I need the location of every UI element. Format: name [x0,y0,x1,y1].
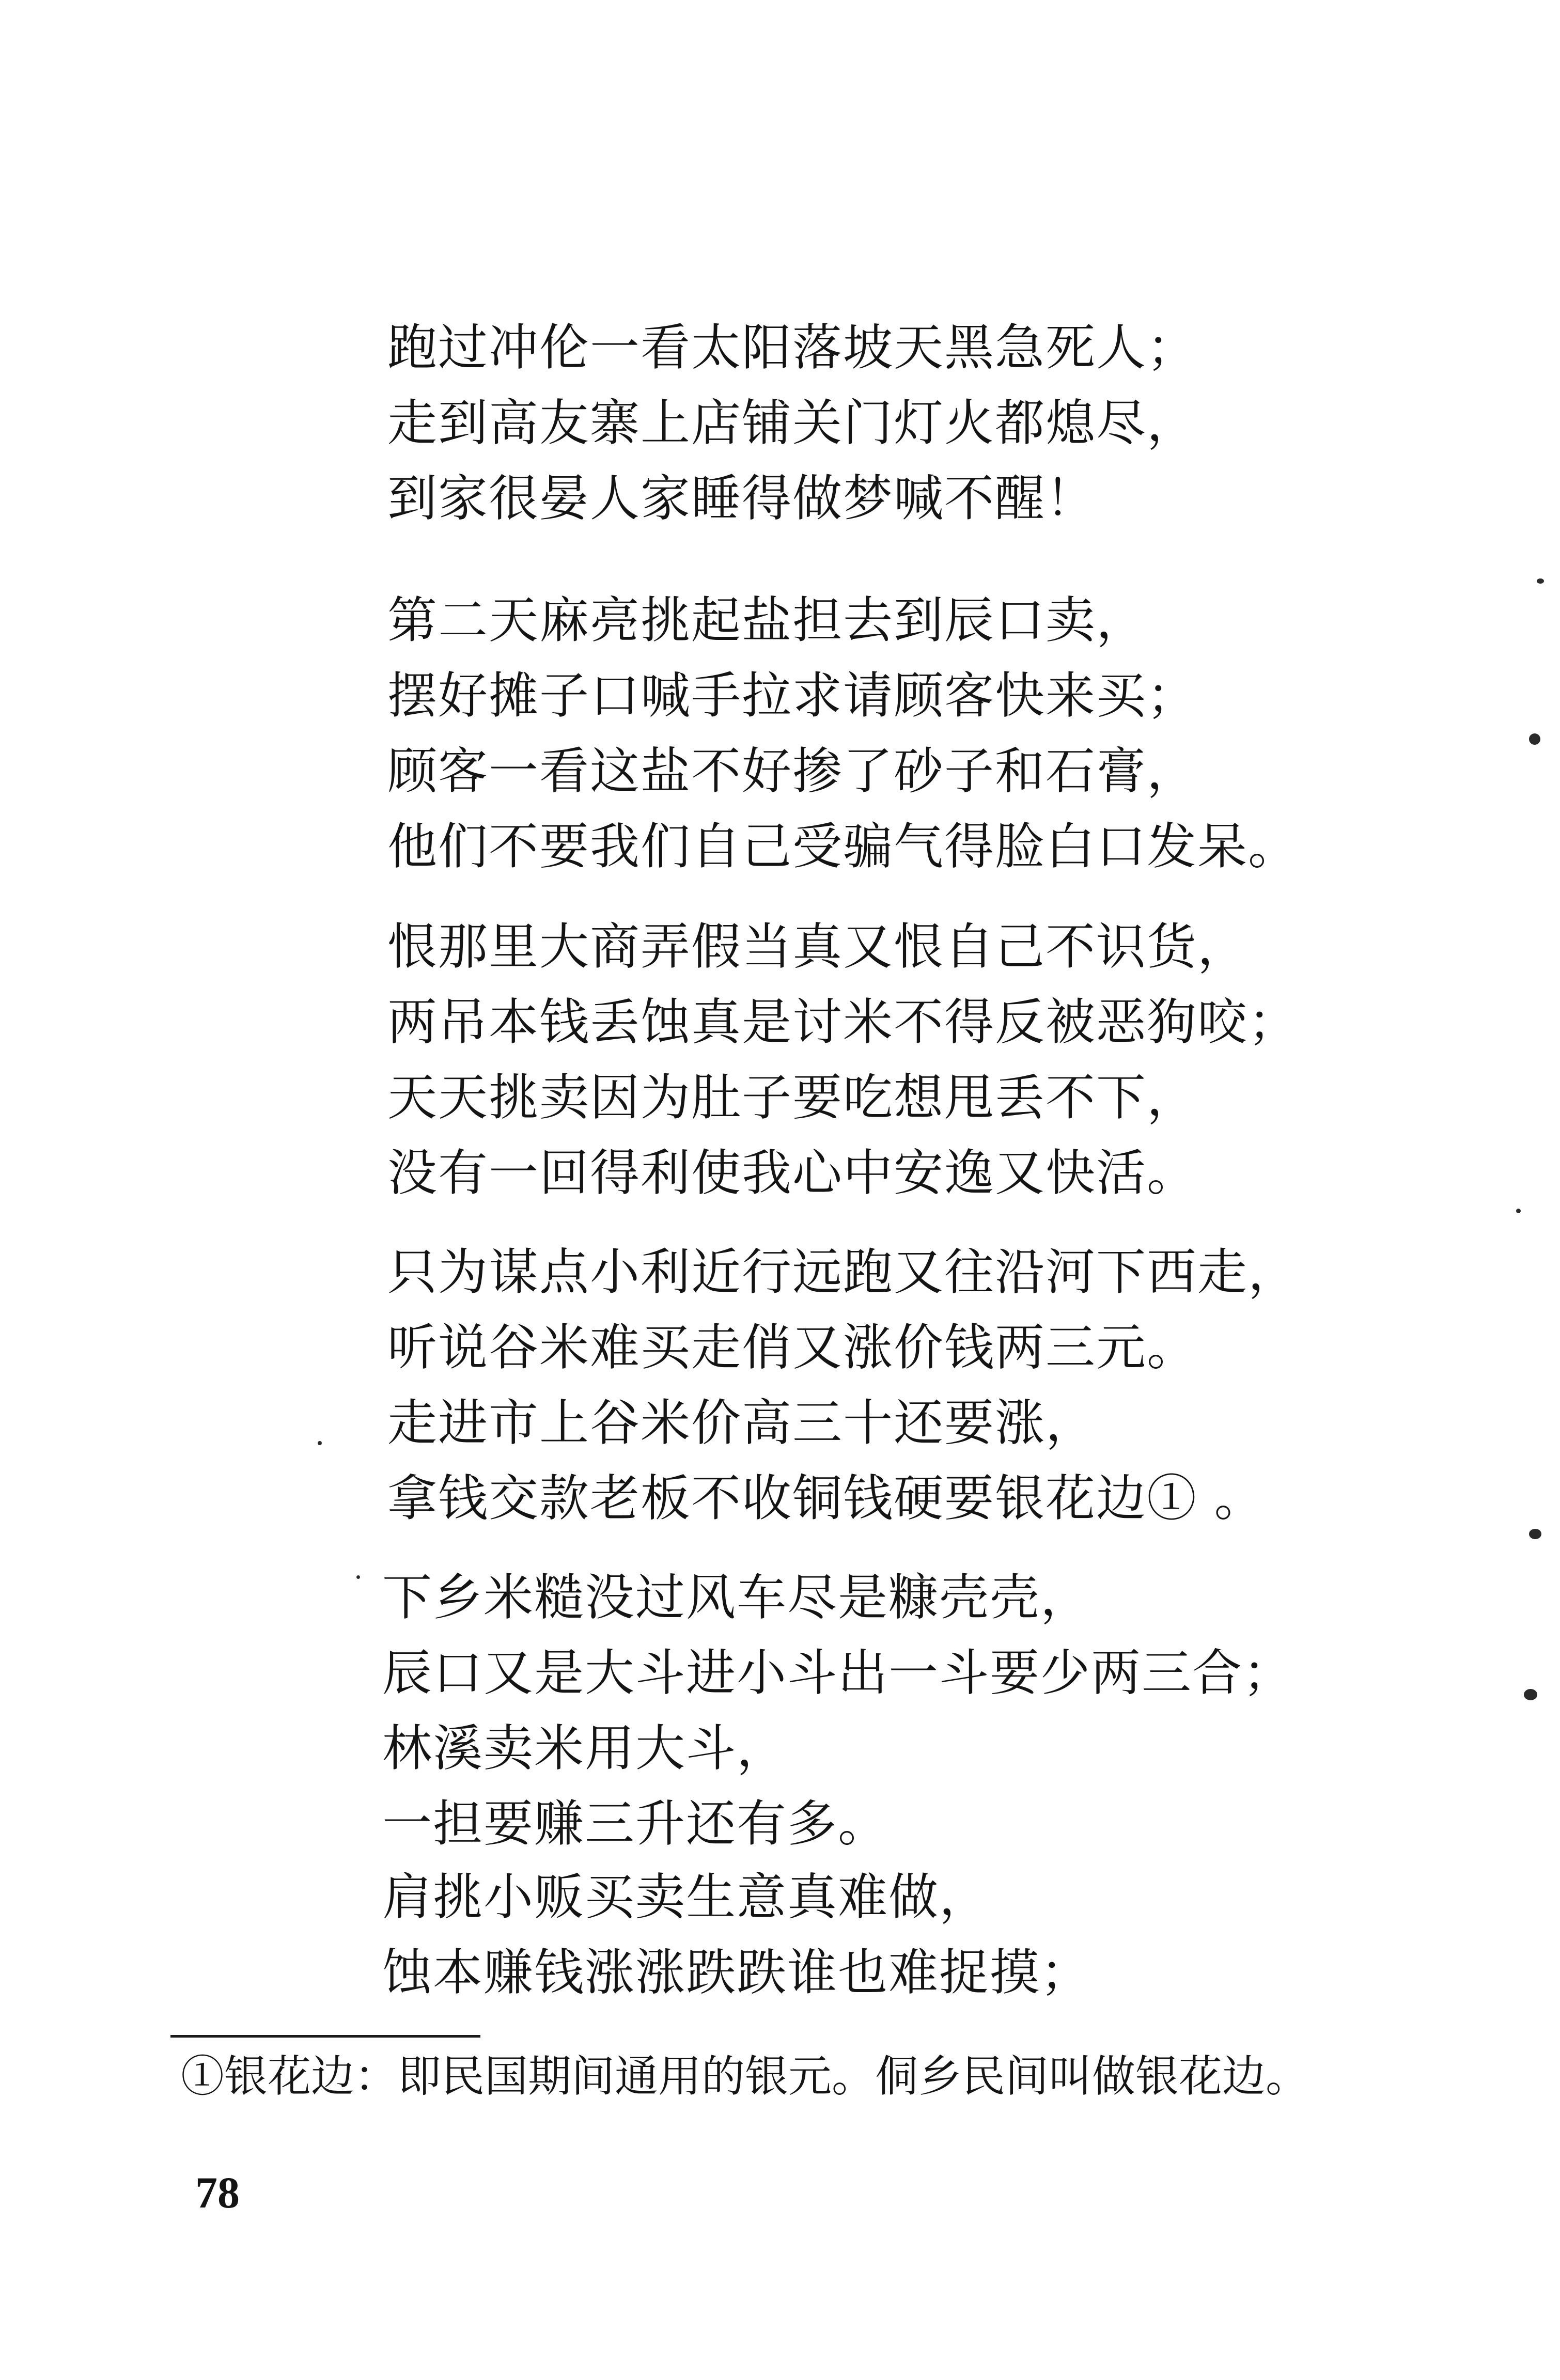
poem-line: 到家很晏人家睡得做梦喊不醒！ [387,469,1096,527]
poem-line: 拿钱交款老板不收铜钱硬要银花边① 。 [387,1469,1265,1527]
poem-line: 两吊本钱丢蚀真是讨米不得反被恶狗咬； [387,993,1299,1051]
poem-line: 他们不要我们自己受骗气得脸白口发呆。 [387,818,1299,875]
stanza-1 [387,310,1524,536]
stanza-4 [387,1234,1524,1536]
scan-speck [1524,1689,1537,1700]
poem-line: 只为谋点小利近行远跑又往沿河下西走， [387,1243,1299,1301]
poem-line: 顾客一看这盐不好掺了砂子和石膏， [387,742,1197,800]
stanza-3 [387,909,1524,1211]
poem-line: 恨那里大商弄假当真又恨自己不识货， [387,918,1248,976]
poem-line: 辰口又是大斗进小斗出一斗要少两三合； [382,1644,1293,1702]
poem-line: 走到高友寨上店铺关门灯火都熄尽， [387,394,1197,452]
footnote-divider [170,2035,480,2038]
poem-line: 第二天麻亮挑起盐担去到辰口卖， [387,591,1147,649]
poem-line: 走进市上谷米价高三十还要涨， [387,1394,1096,1452]
footnote: ①银花边：即民国期间通用的银元。侗乡民间叫做银花边。 [181,2051,1309,2102]
poem-line: 跑过冲伦一看太阳落坡天黑急死人； [387,319,1197,377]
scan-speck [1529,733,1540,745]
scan-speck [1537,578,1544,584]
poem-line: 下乡米糙没过风车尽是糠壳壳， [382,1569,1091,1626]
page-number: 78 [195,2168,240,2217]
scan-speck [318,1441,322,1445]
scan-speck [1516,1209,1521,1213]
poem-line: 一担要赚三升还有多。 [382,1795,888,1853]
scan-speck [1529,1529,1541,1539]
poem-line: 蚀本赚钱涨涨跌跌谁也难捉摸； [382,1944,1091,2001]
poem-line: 听说谷米难买走俏又涨价钱两三元。 [387,1319,1197,1376]
poem-line: 摆好摊子口喊手拉求请顾客快来买； [387,667,1197,725]
poem-line: 没有一回得利使我心中安逸又快活。 [387,1144,1197,1202]
poem-line: 林溪卖米用大斗， [382,1719,787,1777]
stanza-5 [382,1560,1519,1861]
scan-speck [356,1575,360,1579]
stanza-6 [382,1859,1519,2010]
stanza-2 [387,583,1524,884]
poem-line: 天天挑卖因为肚子要吃想甩丢不下， [387,1069,1197,1126]
poem-line: 肩挑小贩买卖生意真难做， [382,1868,990,1926]
